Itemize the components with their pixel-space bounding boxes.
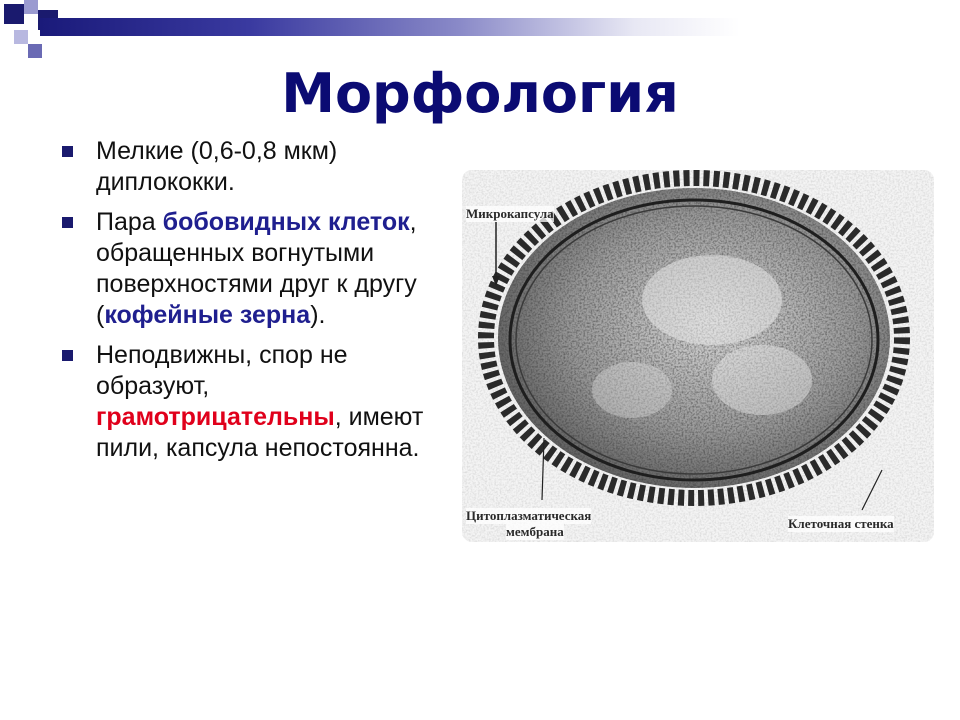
highlight-bean-shaped-cells: бобовидных клеток	[162, 208, 410, 236]
header-gradient-bar	[40, 18, 740, 36]
decor-square-2	[24, 0, 38, 14]
bullet-text: Мелкие (0,6-0,8 мкм) диплококки.	[96, 137, 338, 196]
decor-square-4	[14, 30, 28, 44]
bullet-text: ).	[310, 301, 326, 329]
label-cytoplasmic-membrane-2: мембрана	[506, 524, 564, 539]
bullet-list	[62, 136, 432, 473]
bullet-square-icon	[62, 146, 73, 157]
label-cytoplasmic-membrane-1: Цитоплазматическая	[466, 508, 592, 523]
bullet-square-icon	[62, 217, 73, 228]
micrograph-figure	[462, 170, 934, 542]
slide-title: Морфология	[281, 62, 679, 125]
bullet-text: , обращенных вогнутыми поверхностями друг к другу (	[96, 208, 417, 329]
bullet-text: Неподвижны, спор не образуют,	[96, 341, 348, 400]
highlight-gram-negative: грамотрицательны	[96, 403, 335, 431]
bullet-square-icon	[62, 350, 73, 361]
label-cell-wall: Клеточная стенка	[788, 516, 894, 531]
bullet-text: Пара	[96, 208, 163, 236]
decor-square-5	[28, 44, 42, 58]
highlight-coffee-beans: кофейные зерна	[104, 301, 311, 329]
label-microcapsule: Микрокапсула	[466, 206, 554, 221]
decor-square-1	[4, 4, 24, 24]
bullet-item-2	[62, 207, 432, 331]
micrograph-image	[462, 170, 934, 542]
bullet-text: , имеют пили, капсула непостоянна.	[96, 403, 424, 462]
bullet-item-1	[62, 136, 432, 198]
bullet-item-3	[62, 340, 432, 464]
